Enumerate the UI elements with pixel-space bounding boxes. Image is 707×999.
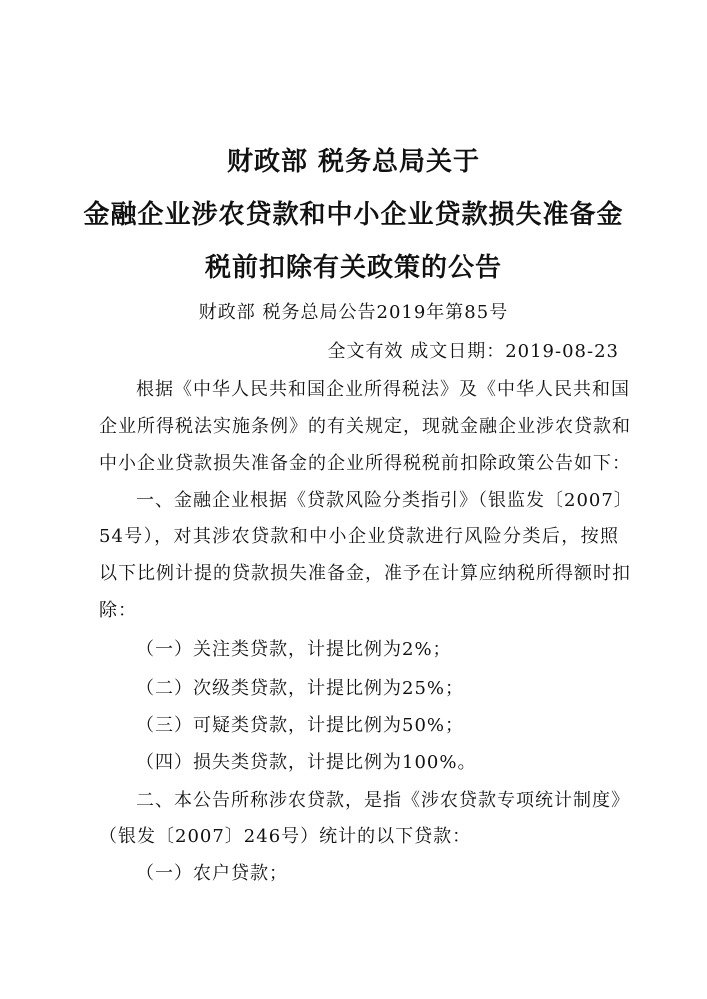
status-and-date: 全文有效 成文日期：2019-08-23 (327, 341, 619, 362)
list-item: （一）农户贷款； (136, 863, 288, 884)
body-line: 二、本公告所称涉农贷款，是指《涉农贷款专项统计制度》 (136, 790, 630, 811)
title-line-3: 税前扣除有关政策的公告 (204, 253, 502, 283)
list-item: （二）次级类贷款，计提比例为25%； (136, 678, 465, 699)
title-line-2: 金融企业涉农贷款和中小企业贷款损失准备金 (83, 200, 624, 230)
list-item: （三）可疑类贷款，计提比例为50%； (136, 715, 465, 736)
document-number: 财政部 税务总局公告2019年第85号 (198, 302, 509, 323)
body-line: 除： (99, 600, 137, 621)
body-line: 一、金融企业根据《贷款风险分类指引》（银监发〔2007〕 (136, 490, 633, 511)
title-line-1: 财政部 税务总局关于 (226, 147, 481, 177)
body-line: 根据《中华人民共和国企业所得税法》及《中华人民共和国 (136, 379, 630, 400)
list-item: （一）关注类贷款，计提比例为2%； (136, 639, 452, 660)
body-line: （银发〔2007〕246号）统计的以下贷款： (99, 826, 472, 847)
list-item: （四）损失类贷款，计提比例为100%。 (136, 752, 477, 773)
body-line: 企业所得税法实施条例》的有关规定，现就金融企业涉农贷款和 (99, 416, 631, 437)
body-line: 54号），对其涉农贷款和中小企业贷款进行风险分类后，按照 (99, 526, 619, 547)
body-line: 以下比例计提的贷款损失准备金，准予在计算应纳税所得额时扣 (99, 563, 631, 584)
body-line: 中小企业贷款损失准备金的企业所得税税前扣除政策公告如下： (99, 453, 631, 474)
